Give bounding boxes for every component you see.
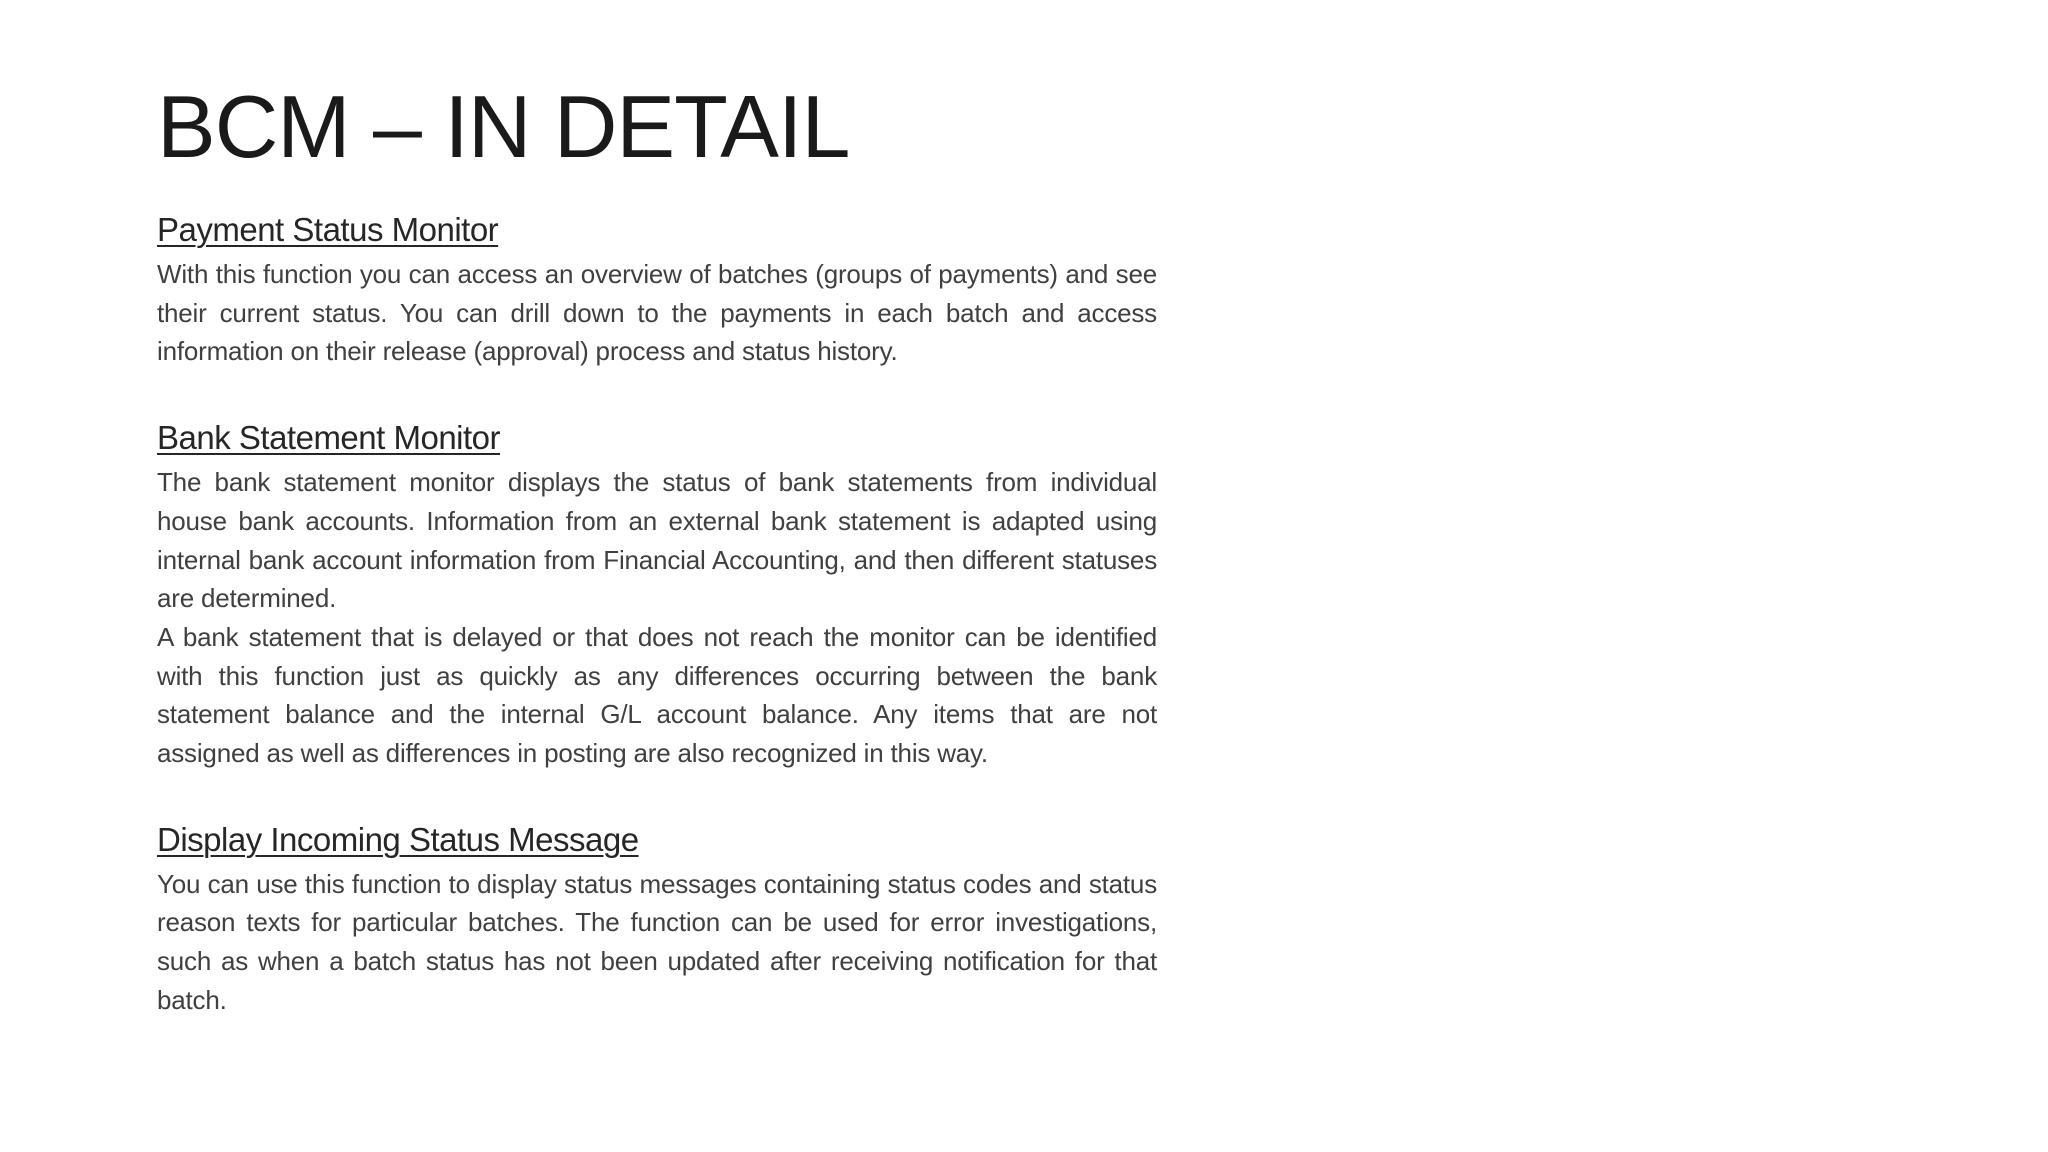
section-display-incoming-status-message bbox=[157, 815, 1157, 1020]
section-heading: Display Incoming Status Message bbox=[157, 820, 639, 858]
section-heading: Bank Statement Monitor bbox=[157, 419, 501, 457]
section-paragraph: A bank statement that is delayed or that does not reach the monitor can be identified with this function just as quickly as any differences occurring between the bank statement balance and the internal G/L account balance. Any items that are not assigned as well as differences in posting are also recognized in this way. bbox=[157, 621, 1157, 769]
section-paragraph: With this function you can access an overview of batches (groups of payments) and see their current status. You can drill down to the payments in each batch and access information on their release (approval) process and status history. bbox=[157, 259, 1157, 367]
section-heading: Payment Status Monitor bbox=[157, 211, 499, 248]
slide-title: BCM – IN DETAIL bbox=[157, 77, 850, 176]
section-paragraph: You can use this function to display status messages containing status codes and status reason texts for particular batches. The function can be used for error investigations, such as when a batch status has not been updated after receiving notification for that batch. bbox=[157, 868, 1157, 1015]
slide-body bbox=[157, 205, 1157, 1020]
section-paragraph: The bank statement monitor displays the status of bank statements from individual house bank accounts. Information from an external bank statement is adapted using internal bank account information from Financial Accounting, and then different statuses are determined. bbox=[157, 467, 1157, 614]
section-payment-status-monitor bbox=[157, 205, 1157, 371]
section-bank-statement-monitor bbox=[157, 413, 1157, 773]
